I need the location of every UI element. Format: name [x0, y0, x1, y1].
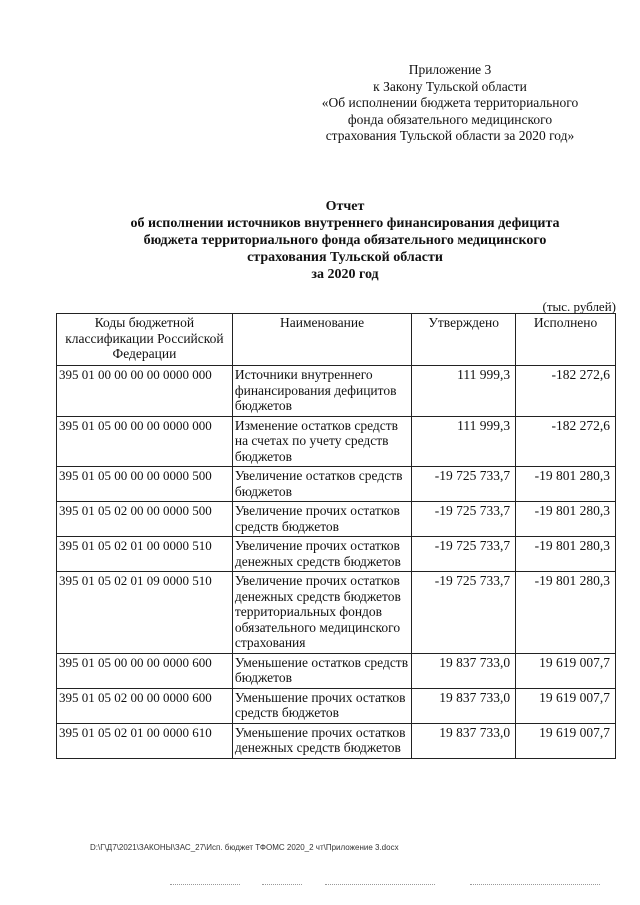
table-row: [57, 467, 616, 502]
cell-code: 395 01 05 00 00 00 0000 000: [57, 416, 233, 467]
cell-name: Уменьшение прочих остатков денежных средств бюджетов: [232, 723, 411, 758]
cell-executed: -19 801 280,3: [516, 467, 616, 502]
bottom-dotted-line: [170, 884, 240, 885]
header-approved: Утверждено: [412, 314, 516, 366]
bottom-dotted-line: [325, 884, 435, 885]
cell-code: 395 01 05 02 01 09 0000 510: [57, 572, 233, 654]
table-row: [57, 537, 616, 572]
cell-executed: 19 619 007,7: [516, 723, 616, 758]
cell-executed: 19 619 007,7: [516, 688, 616, 723]
cell-approved: 111 999,3: [412, 366, 516, 417]
cell-name: Увеличение прочих остатков денежных средств бюджетов территориальных фондов обязательного медицинского страхования: [232, 572, 411, 654]
header-executed: Исполнено: [516, 314, 616, 366]
title-line-4: страхования Тульской области: [247, 250, 443, 265]
bottom-dotted-line: [262, 884, 302, 885]
title-line-1: Отчет: [325, 199, 365, 214]
appendix-line-4: фонда обязательного медицинского: [347, 111, 553, 127]
units-label: (тыс. рублей): [542, 299, 616, 314]
report-title: [60, 198, 630, 283]
appendix-line-1: Приложение 3: [408, 62, 492, 77]
title-line-2: об исполнении источников внутреннего финансирования дефицита: [130, 216, 560, 231]
title-line-3: бюджета территориального фонда обязательного медицинского: [143, 233, 547, 248]
cell-approved: -19 725 733,7: [412, 572, 516, 654]
cell-name: Изменение остатков средств на счетах по учету средств бюджетов: [232, 416, 411, 467]
header-codes: Коды бюджетной классификации Российской Федерации: [57, 314, 233, 366]
table-row: [57, 416, 616, 467]
cell-executed: 19 619 007,7: [516, 653, 616, 688]
table-row: [57, 723, 616, 758]
title-line-5: за 2020 год: [311, 267, 379, 282]
cell-code: 395 01 05 02 01 00 0000 610: [57, 723, 233, 758]
cell-name: Уменьшение прочих остатков средств бюджетов: [232, 688, 411, 723]
table-row: [57, 688, 616, 723]
cell-executed: -19 801 280,3: [516, 537, 616, 572]
cell-code: 395 01 00 00 00 00 0000 000: [57, 366, 233, 417]
cell-approved: -19 725 733,7: [412, 502, 516, 537]
cell-approved: 19 837 733,0: [412, 688, 516, 723]
cell-executed: -19 801 280,3: [516, 572, 616, 654]
cell-executed: -182 272,6: [516, 416, 616, 467]
cell-approved: 19 837 733,0: [412, 723, 516, 758]
cell-approved: 19 837 733,0: [412, 653, 516, 688]
file-path-footer: D:\Г\Д7\2021\ЗАКОНЫ\ЗАС_27\Исп. бюджет ТФОМС 2020_2 чт\Приложение 3.docx: [90, 843, 399, 852]
table-row: [57, 366, 616, 417]
sources-table: [56, 313, 616, 759]
cell-approved: 111 999,3: [412, 416, 516, 467]
cell-approved: -19 725 733,7: [412, 537, 516, 572]
cell-name: Уменьшение остатков средств бюджетов: [232, 653, 411, 688]
cell-name: Увеличение прочих остатков денежных средств бюджетов: [232, 537, 411, 572]
appendix-line-3: «Об исполнении бюджета территориального: [321, 95, 579, 110]
cell-code: 395 01 05 00 00 00 0000 500: [57, 467, 233, 502]
header-name: Наименование: [232, 314, 411, 366]
cell-name: Источники внутреннего финансирования дефицитов бюджетов: [232, 366, 411, 417]
cell-approved: -19 725 733,7: [412, 467, 516, 502]
cell-code: 395 01 05 02 00 00 0000 600: [57, 688, 233, 723]
cell-name: Увеличение остатков средств бюджетов: [232, 467, 411, 502]
table-header-row: [57, 314, 616, 366]
bottom-dotted-line: [470, 884, 600, 885]
appendix-header: [300, 62, 600, 145]
cell-executed: -19 801 280,3: [516, 502, 616, 537]
cell-code: 395 01 05 00 00 00 0000 600: [57, 653, 233, 688]
cell-name: Увеличение прочих остатков средств бюджетов: [232, 502, 411, 537]
appendix-line-5: страхования Тульской области за 2020 год»: [325, 128, 575, 143]
table-row: [57, 653, 616, 688]
appendix-line-2: к Закону Тульской области: [373, 78, 527, 94]
cell-executed: -182 272,6: [516, 366, 616, 417]
table-row: [57, 572, 616, 654]
cell-code: 395 01 05 02 01 00 0000 510: [57, 537, 233, 572]
table-row: [57, 502, 616, 537]
cell-code: 395 01 05 02 00 00 0000 500: [57, 502, 233, 537]
